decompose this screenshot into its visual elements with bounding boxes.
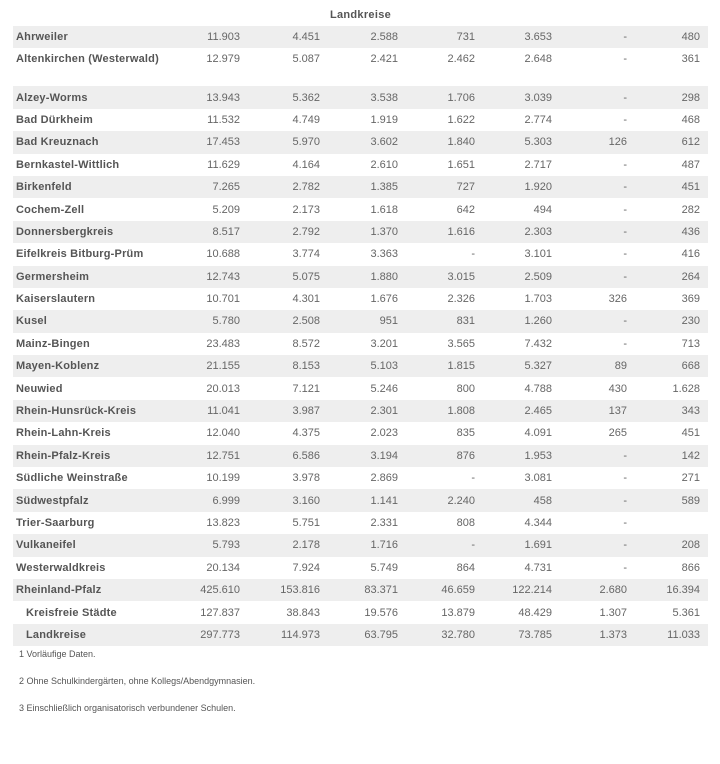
cell-value	[627, 512, 708, 534]
cell-value: -	[623, 53, 627, 66]
row-name: Bad Kreuznach	[16, 136, 99, 149]
cell-value: 12.979	[206, 53, 240, 66]
cell-value: 1.676	[370, 293, 398, 306]
row-name: Rhein-Pfalz-Kreis	[16, 449, 111, 462]
cell-value: 122.214	[512, 584, 552, 597]
cell-value: 5.087	[292, 53, 320, 66]
cell-value: 5.751	[292, 517, 320, 529]
cell-value: 8.517	[212, 225, 240, 238]
cell-value: 83.371	[364, 584, 398, 597]
cell-value: 265	[608, 427, 627, 440]
table-row	[13, 310, 708, 332]
cell-value: 3.160	[292, 494, 320, 507]
row-name: Vulkaneifel	[16, 539, 76, 552]
cell-value: 20.013	[206, 382, 240, 395]
cell-value: 2.303	[524, 225, 552, 238]
cell-value: 1.385	[370, 181, 398, 194]
cell-value: 21.155	[206, 360, 240, 373]
row-name: Germersheim	[16, 270, 90, 283]
cell-value: -	[623, 158, 627, 171]
cell-value: 11.629	[207, 158, 240, 171]
table-row	[13, 221, 708, 243]
cell-value: 1.808	[447, 405, 475, 418]
cell-value: -	[623, 561, 627, 574]
cell-value: 1.618	[370, 203, 398, 216]
cell-value: 1.616	[447, 225, 475, 238]
cell-value: 5.303	[524, 136, 552, 149]
cell-value: 642	[456, 203, 475, 216]
cell-value: 494	[533, 203, 552, 216]
row-name: Altenkirchen (Westerwald)	[16, 53, 159, 66]
cell-value: 11.041	[207, 405, 240, 418]
cell-value: -	[623, 539, 627, 552]
cell-value: 1.370	[370, 225, 398, 238]
cell-value: 63.795	[364, 628, 398, 641]
cell-value: -	[623, 494, 627, 507]
cell-value: 8.572	[292, 337, 320, 350]
row-name: Kusel	[16, 315, 47, 328]
cell-value: 2.792	[292, 225, 320, 238]
table-row	[13, 400, 708, 422]
cell-value: 3.039	[524, 91, 552, 104]
cell-value: 361	[681, 53, 700, 66]
table-row	[13, 601, 708, 623]
row-name: Trier-Saarburg	[16, 517, 95, 529]
cell-value: 951	[379, 315, 398, 328]
cell-value: -	[623, 91, 627, 104]
cell-value: 4.451	[292, 31, 320, 44]
cell-value: 4.164	[292, 158, 320, 171]
cell-value: 5.970	[292, 136, 320, 149]
cell-value: 3.602	[370, 136, 398, 149]
table-row	[13, 445, 708, 467]
cell-value: -	[623, 225, 627, 238]
cell-value: 835	[456, 427, 475, 440]
cell-value: 436	[681, 225, 700, 238]
row-name: Kreisfreie Städte	[26, 606, 117, 619]
table-row	[13, 534, 708, 556]
cell-value: 4.731	[524, 561, 552, 574]
table-row	[13, 48, 708, 86]
row-name: Alzey-Worms	[16, 91, 88, 104]
cell-value: 2.421	[370, 53, 398, 66]
cell-value: -	[623, 113, 627, 126]
cell-value: 73.785	[518, 628, 552, 641]
cell-value: 1.651	[447, 158, 475, 171]
row-name: Rheinland-Pfalz	[16, 584, 102, 597]
section-header: Landkreise	[329, 9, 392, 21]
table-row	[13, 26, 708, 48]
cell-value: 3.774	[292, 248, 320, 261]
cell-value: 864	[456, 561, 475, 574]
cell-value: 3.987	[292, 405, 320, 418]
cell-value: 876	[456, 449, 475, 462]
cell-value: 5.075	[292, 270, 320, 283]
table-row	[13, 467, 708, 489]
cell-value: 4.375	[292, 427, 320, 440]
cell-value: 1.880	[370, 270, 398, 283]
cell-value: -	[623, 31, 627, 44]
cell-value: 32.780	[441, 628, 475, 641]
cell-value: 46.659	[441, 584, 475, 597]
table-row	[13, 198, 708, 220]
row-name: Ahrweiler	[16, 31, 68, 44]
row-name: Neuwied	[16, 382, 63, 395]
cell-value: 831	[456, 315, 475, 328]
cell-value: -	[623, 517, 627, 529]
cell-value: 5.103	[370, 360, 398, 373]
cell-value: 3.194	[370, 449, 398, 462]
table-row	[13, 131, 708, 153]
cell-value: 11.033	[667, 628, 700, 641]
cell-value: 866	[681, 561, 700, 574]
table-row	[13, 512, 708, 534]
row-name: Bernkastel-Wittlich	[16, 158, 120, 171]
cell-value: 7.432	[524, 337, 552, 350]
cell-value: 425.610	[200, 584, 240, 597]
cell-value: 416	[681, 248, 700, 261]
cell-value: 20.134	[206, 561, 240, 574]
cell-value: 4.344	[524, 517, 552, 529]
cell-value: 1.307	[599, 606, 627, 619]
cell-value: 2.648	[524, 53, 552, 66]
cell-value: -	[623, 315, 627, 328]
cell-value: 2.774	[524, 113, 552, 126]
cell-value: 12.751	[206, 449, 240, 462]
statistics-table	[13, 26, 708, 646]
row-name: Rhein-Hunsrück-Kreis	[16, 405, 137, 418]
row-name: Eifelkreis Bitburg-Prüm	[16, 248, 144, 261]
cell-value: 7.121	[292, 382, 320, 395]
cell-value: 800	[456, 382, 475, 395]
cell-value: 2.508	[292, 315, 320, 328]
cell-value: 7.924	[292, 561, 320, 574]
cell-value: 126	[608, 136, 627, 149]
footnote-3: 3 Einschließlich organisatorisch verbundener Schulen.	[19, 703, 236, 713]
table-row	[13, 579, 708, 601]
cell-value: 3.081	[524, 472, 552, 485]
row-name: Mainz-Bingen	[16, 337, 90, 350]
row-name: Rhein-Lahn-Kreis	[16, 427, 111, 440]
cell-value: 17.453	[206, 136, 240, 149]
cell-value: 11.532	[207, 113, 240, 126]
cell-value: 8.153	[292, 360, 320, 373]
cell-value: 487	[681, 158, 700, 171]
cell-value: 1.691	[524, 539, 552, 552]
cell-value: 451	[681, 427, 700, 440]
row-name: Westerwaldkreis	[16, 561, 106, 574]
cell-value: 4.749	[292, 113, 320, 126]
cell-value: 3.978	[292, 472, 320, 485]
cell-value: -	[623, 181, 627, 194]
cell-value: 480	[681, 31, 700, 44]
cell-value: 3.565	[447, 337, 475, 350]
cell-value: 142	[681, 449, 700, 462]
cell-value: 1.706	[447, 91, 475, 104]
cell-value: 2.173	[292, 203, 320, 216]
cell-value: 10.199	[206, 472, 240, 485]
cell-value: 127.837	[200, 606, 240, 619]
cell-value: 2.178	[292, 539, 320, 552]
cell-value: 282	[681, 203, 700, 216]
cell-value: -	[623, 248, 627, 261]
table-row	[13, 266, 708, 288]
cell-value: 2.465	[524, 405, 552, 418]
table-row	[13, 86, 708, 108]
table-row	[13, 154, 708, 176]
cell-value: 343	[681, 405, 700, 418]
cell-value: 2.509	[524, 270, 552, 283]
table-row	[13, 176, 708, 198]
cell-value: 153.816	[280, 584, 320, 597]
cell-value: 1.840	[447, 136, 475, 149]
cell-value: 89	[614, 360, 627, 373]
table-row	[13, 109, 708, 131]
cell-value: 2.782	[292, 181, 320, 194]
cell-value: 808	[456, 517, 475, 529]
cell-value: 3.538	[370, 91, 398, 104]
cell-value: 230	[681, 315, 700, 328]
cell-value: 1.815	[447, 360, 475, 373]
row-name: Bad Dürkheim	[16, 113, 93, 126]
cell-value: 5.793	[212, 539, 240, 552]
cell-value: 2.301	[370, 405, 398, 418]
cell-value: 13.823	[206, 517, 240, 529]
cell-value: 1.373	[599, 628, 627, 641]
cell-value: -	[623, 449, 627, 462]
cell-value: -	[623, 203, 627, 216]
cell-value: 5.361	[672, 606, 700, 619]
cell-value: -	[623, 337, 627, 350]
cell-value: 326	[608, 293, 627, 306]
cell-value: 2.680	[599, 584, 627, 597]
cell-value: 1.920	[524, 181, 552, 194]
row-name: Mayen-Koblenz	[16, 360, 100, 373]
table-row	[13, 355, 708, 377]
row-name: Donnersbergkreis	[16, 225, 114, 238]
cell-value: 38.843	[286, 606, 320, 619]
cell-value: 731	[456, 31, 475, 44]
cell-value: 23.483	[206, 337, 240, 350]
cell-value: 114.973	[281, 628, 320, 641]
cell-value: 4.091	[524, 427, 552, 440]
cell-value: 2.588	[370, 31, 398, 44]
row-name: Birkenfeld	[16, 181, 72, 194]
footnote-2: 2 Ohne Schulkindergärten, ohne Kollegs/Abendgymnasien.	[19, 676, 256, 686]
cell-value: 6.586	[292, 449, 320, 462]
cell-value: 5.749	[370, 561, 398, 574]
cell-value: 3.363	[370, 248, 398, 261]
cell-value: 297.773	[200, 628, 240, 641]
cell-value: 1.628	[672, 382, 700, 395]
cell-value: 369	[681, 293, 700, 306]
row-name: Südliche Weinstraße	[16, 472, 128, 485]
cell-value: 271	[681, 472, 700, 485]
cell-value: 13.879	[441, 606, 475, 619]
footnote-1: 1 Vorläufige Daten.	[19, 649, 96, 659]
cell-value: 1.919	[370, 113, 398, 126]
cell-value: 2.869	[370, 472, 398, 485]
cell-value: 264	[681, 270, 700, 283]
row-name: Landkreise	[26, 628, 87, 641]
cell-value: 713	[681, 337, 700, 350]
row-name: Südwestpfalz	[16, 494, 89, 507]
cell-value: 1.141	[370, 494, 398, 507]
cell-value: -	[471, 539, 475, 552]
cell-value: 5.246	[370, 382, 398, 395]
table-row	[13, 333, 708, 355]
cell-value: 5.327	[524, 360, 552, 373]
cell-value: 11.903	[207, 31, 240, 44]
cell-value: 468	[681, 113, 700, 126]
row-name: Kaiserslautern	[16, 293, 96, 306]
cell-value: -	[471, 472, 475, 485]
cell-value: 4.788	[524, 382, 552, 395]
cell-value: 430	[608, 382, 627, 395]
cell-value: 7.265	[212, 181, 240, 194]
cell-value: 1.622	[447, 113, 475, 126]
cell-value: -	[471, 248, 475, 261]
footnotes	[19, 648, 255, 729]
cell-value: 458	[533, 494, 552, 507]
cell-value: 589	[681, 494, 700, 507]
cell-value: 1.953	[524, 449, 552, 462]
cell-value: 5.362	[292, 91, 320, 104]
cell-value: 2.610	[370, 158, 398, 171]
cell-value: 727	[456, 181, 475, 194]
cell-value: 10.688	[206, 248, 240, 261]
row-name: Cochem-Zell	[16, 203, 85, 216]
cell-value: 208	[681, 539, 700, 552]
cell-value: 6.999	[212, 494, 240, 507]
cell-value: 298	[681, 91, 700, 104]
cell-value: 451	[681, 181, 700, 194]
table-row	[13, 557, 708, 579]
cell-value: 5.780	[212, 315, 240, 328]
cell-value: 4.301	[292, 293, 320, 306]
cell-value: 3.653	[524, 31, 552, 44]
table-row	[13, 489, 708, 511]
cell-value: -	[623, 472, 627, 485]
cell-value: 2.462	[447, 53, 475, 66]
cell-value: 2.023	[370, 427, 398, 440]
cell-value: 10.701	[206, 293, 240, 306]
cell-value: -	[623, 270, 627, 283]
cell-value: 612	[681, 136, 700, 149]
cell-value: 5.209	[212, 203, 240, 216]
cell-value: 137	[608, 405, 627, 418]
cell-value: 16.394	[666, 584, 700, 597]
table-body	[13, 26, 708, 646]
cell-value: 2.717	[524, 158, 552, 171]
table-row	[13, 422, 708, 444]
cell-value: 668	[681, 360, 700, 373]
cell-value: 1.260	[524, 315, 552, 328]
table-row	[13, 377, 708, 399]
cell-value: 3.201	[370, 337, 398, 350]
cell-value: 2.326	[447, 293, 475, 306]
cell-value: 3.101	[524, 248, 552, 261]
table-row	[13, 288, 708, 310]
cell-value: 1.716	[370, 539, 398, 552]
cell-value: 2.331	[370, 517, 398, 529]
cell-value: 12.743	[206, 270, 240, 283]
cell-value: 19.576	[364, 606, 398, 619]
cell-value: 2.240	[447, 494, 475, 507]
cell-value: 3.015	[447, 270, 475, 283]
cell-value: 13.943	[206, 91, 240, 104]
table-row	[13, 624, 708, 646]
cell-value: 12.040	[206, 427, 240, 440]
table-row	[13, 243, 708, 265]
cell-value: 1.703	[524, 293, 552, 306]
cell-value: 48.429	[518, 606, 552, 619]
